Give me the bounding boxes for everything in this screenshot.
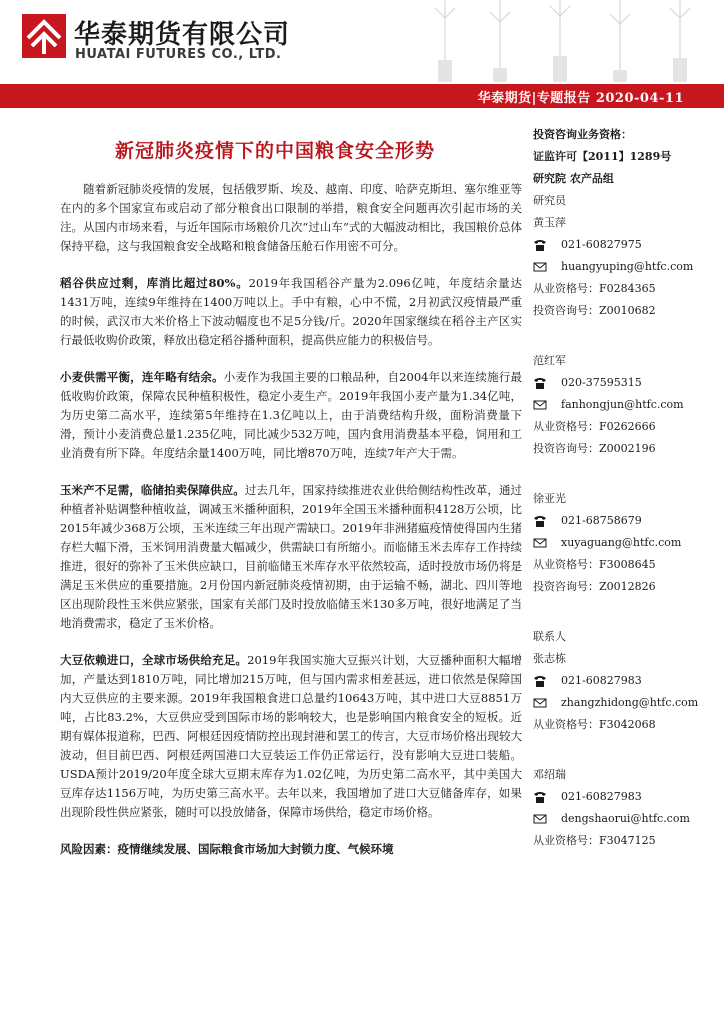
contact-email[interactable]: huangyuping@htfc.com <box>561 260 694 273</box>
contact-cert: 从业资格号：F0262666 <box>533 420 656 433</box>
phone-icon <box>533 238 547 252</box>
contact-cert: 从业资格号：F3047125 <box>533 834 656 847</box>
contact-phone-row <box>533 372 713 394</box>
contact-consult: 投资咨询号：Z0012826 <box>533 580 656 593</box>
contact-role: 研究员 <box>533 194 566 207</box>
report-body <box>60 180 522 859</box>
corn-paragraph <box>60 481 522 633</box>
huatai-logo-icon <box>22 14 66 58</box>
contact-email-row <box>533 532 713 554</box>
contact-name: 范红军 <box>533 354 566 367</box>
phone-icon <box>533 376 547 390</box>
wheat-lead: 小麦供需平衡，连年略有结余。 <box>60 370 224 384</box>
intro-paragraph: 随着新冠肺炎疫情的发展，包括俄罗斯、埃及、越南、印度、哈萨克斯坦、塞尔维亚等在内的多个国家宣布或启动了部分粮食出口限制的举措，粮食安全问题再次引起市场的关注。从国内市场来看，与近年国际市场粮价几次“过山车”式的大幅波动相比，我国粮价总体保持平稳，这与我国粮食安全战略和粮食储备压舱石作用密不可分。 <box>60 182 522 253</box>
contact-email[interactable]: fanhongjun@htfc.com <box>561 398 684 411</box>
contact-email-row <box>533 256 713 278</box>
risk-text: 疫情继续发展、国际粮食市场加大封锁力度、气候环境 <box>117 842 394 856</box>
wheat-text: 小麦作为我国主要的口粮品种，自2004年以来连续施行最低收购价政策，保障农民种植积极性，稳定小麦生产。2019年我国小麦产量为1.34亿吨，为历史第二高水平，连续第5年维持在1.3亿吨以上，由于消费结构升级，面粉消费量下滑，预计小麦消费总量1.235亿吨，同比减少532万吨，国内食用消费基本平稳，饲用和工业消费有所下降。年度结余量1400万吨，同比增870万吨，连续7年产大于需。 <box>60 370 523 460</box>
contact-card <box>533 350 713 460</box>
contact-phone-row <box>533 670 713 692</box>
corn-lead: 玉米产不足需，临储拍卖保障供应。 <box>60 483 245 497</box>
soybean-lead: 大豆依赖进口，全球市场供给充足。 <box>60 653 248 667</box>
contact-card <box>533 190 713 322</box>
contact-email[interactable]: dengshaorui@htfc.com <box>561 812 690 825</box>
contact-email[interactable]: zhangzhidong@htfc.com <box>561 696 699 709</box>
mail-icon <box>533 260 547 274</box>
contact-cert: 从业资格号：F3008645 <box>533 558 656 571</box>
contact-consult: 投资咨询号：Z0002196 <box>533 442 656 455</box>
contact-cert: 从业资格号：F3042068 <box>533 718 656 731</box>
report-header-bar <box>0 84 724 108</box>
contact-email-row <box>533 808 713 830</box>
contact-card <box>533 488 713 598</box>
phone-icon <box>533 790 547 804</box>
research-group: 研究院 农产品组 <box>533 172 614 185</box>
rice-paragraph <box>60 274 522 350</box>
qualification-label: 投资咨询业务资格： <box>533 128 632 141</box>
risk-factors <box>60 840 522 859</box>
contact-email-row <box>533 394 713 416</box>
contact-role: 联系人 <box>533 630 566 643</box>
contact-email[interactable]: xuyaguang@htfc.com <box>561 536 682 549</box>
brand-name-en: HUATAI FUTURES CO., LTD. <box>75 47 282 62</box>
rice-text: 2019年我国稻谷产量为2.096亿吨，年度结余量达1431万吨，连续9年维持在1400万吨以上。手中有粮，心中不慌，2月初武汉疫情最严重的时候，武汉市大米价格上下波动幅度也不足5分钱/斤。2020年国家继续在稻谷主产区实行最低收购价政策，释放出稳定稻谷播种面积，提高供应能力的积极信号。 <box>60 276 522 347</box>
header-decoration <box>430 0 724 82</box>
contact-cert: 从业资格号：F0284365 <box>533 282 656 295</box>
contact-phone: 020-37595315 <box>561 376 642 389</box>
soybean-text: 2019年我国实施大豆振兴计划，大豆播种面积大幅增加，产量达到1810万吨，同比增加215万吨，但与国内需求相差甚远，进口依然是保障国内大豆供应的主要来源。2019年我国粮食进口总量约10643万吨，其中进口大豆8851万吨，占比83.2%，大豆供应受到国际市场的影响较大，也是影响国内粮食安全的短板。近期有媒体报道称，巴西、阿根廷因疫情防控出现封港和罢工的传言，大豆市场价格出现较大波动，但目前巴西、阿根廷两国港口大豆装运工作仍正常运行，没有影响大豆进口装船。USDA预计2019/20年度全球大豆期末库存为1.02亿吨，为历史第二高水平，其中美国大豆库存达1156万吨，为历史第三高水平。去年以来，我国增加了进口大豆储备库存，如果出现阶段性供应紧张，随时可以投放储备，保障市场供给，稳定市场价格。 <box>60 653 523 819</box>
corn-text: 过去几年，国家持续推进农业供给侧结构性改革，通过种植者补贴调整种植收益，调减玉米播种面积，2019年全国玉米播种面积4128万公顷，比2015年减少368万公顷，玉米连续三年出现产需缺口。2019年非洲猪瘟疫情使得国内生猪存栏大幅下滑，玉米饲用消费量大幅减少，供需缺口有所缩小。而临储玉米去库存工作持续推进，很好的弥补了玉米供应缺口，目前临储玉米库存水平依然较高，适时投放市场仍将是满足玉米供应的重要措施。2月份国内新冠肺炎疫情初期，由于运输不畅，湖北、四川等地区出现阶段性玉米供应紧张，国家有关部门及时投放临储玉米130多万吨，很好地满足了当地消费需求，稳定了玉米价格。 <box>60 483 523 630</box>
contact-phone-row <box>533 234 713 256</box>
contact-phone: 021-68758679 <box>561 514 642 527</box>
contact-name: 张志栋 <box>533 652 566 665</box>
brand-name-cn: 华泰期货有限公司 <box>74 20 291 50</box>
mail-icon <box>533 696 547 710</box>
phone-icon <box>533 514 547 528</box>
report-title: 新冠肺炎疫情下的中国粮食安全形势 <box>114 140 435 162</box>
contact-phone-row <box>533 786 713 808</box>
soybean-paragraph <box>60 651 522 822</box>
license-number: 证监许可【2011】1289号 <box>533 150 672 163</box>
report-type-date: 华泰期货|专题报告 2020-04-11 <box>477 91 684 106</box>
risk-lead: 风险因素： <box>60 842 118 856</box>
contact-card <box>533 626 713 736</box>
contact-phone: 021-60827983 <box>561 674 642 687</box>
contact-name: 黄玉萍 <box>533 216 566 229</box>
mail-icon <box>533 398 547 412</box>
contact-name: 徐亚光 <box>533 492 566 505</box>
wheat-paragraph <box>60 368 522 463</box>
phone-icon <box>533 674 547 688</box>
contact-phone: 021-60827983 <box>561 790 642 803</box>
mail-icon <box>533 536 547 550</box>
mail-icon <box>533 812 547 826</box>
contact-card <box>533 764 713 852</box>
contact-email-row <box>533 692 713 714</box>
rice-lead: 稻谷供应过剩，库消比超过80%。 <box>60 276 249 290</box>
contact-phone: 021-60827975 <box>561 238 642 251</box>
contact-name: 邓绍瑞 <box>533 768 566 781</box>
analyst-sidebar <box>533 124 713 852</box>
contact-consult: 投资咨询号：Z0010682 <box>533 304 656 317</box>
contact-phone-row <box>533 510 713 532</box>
